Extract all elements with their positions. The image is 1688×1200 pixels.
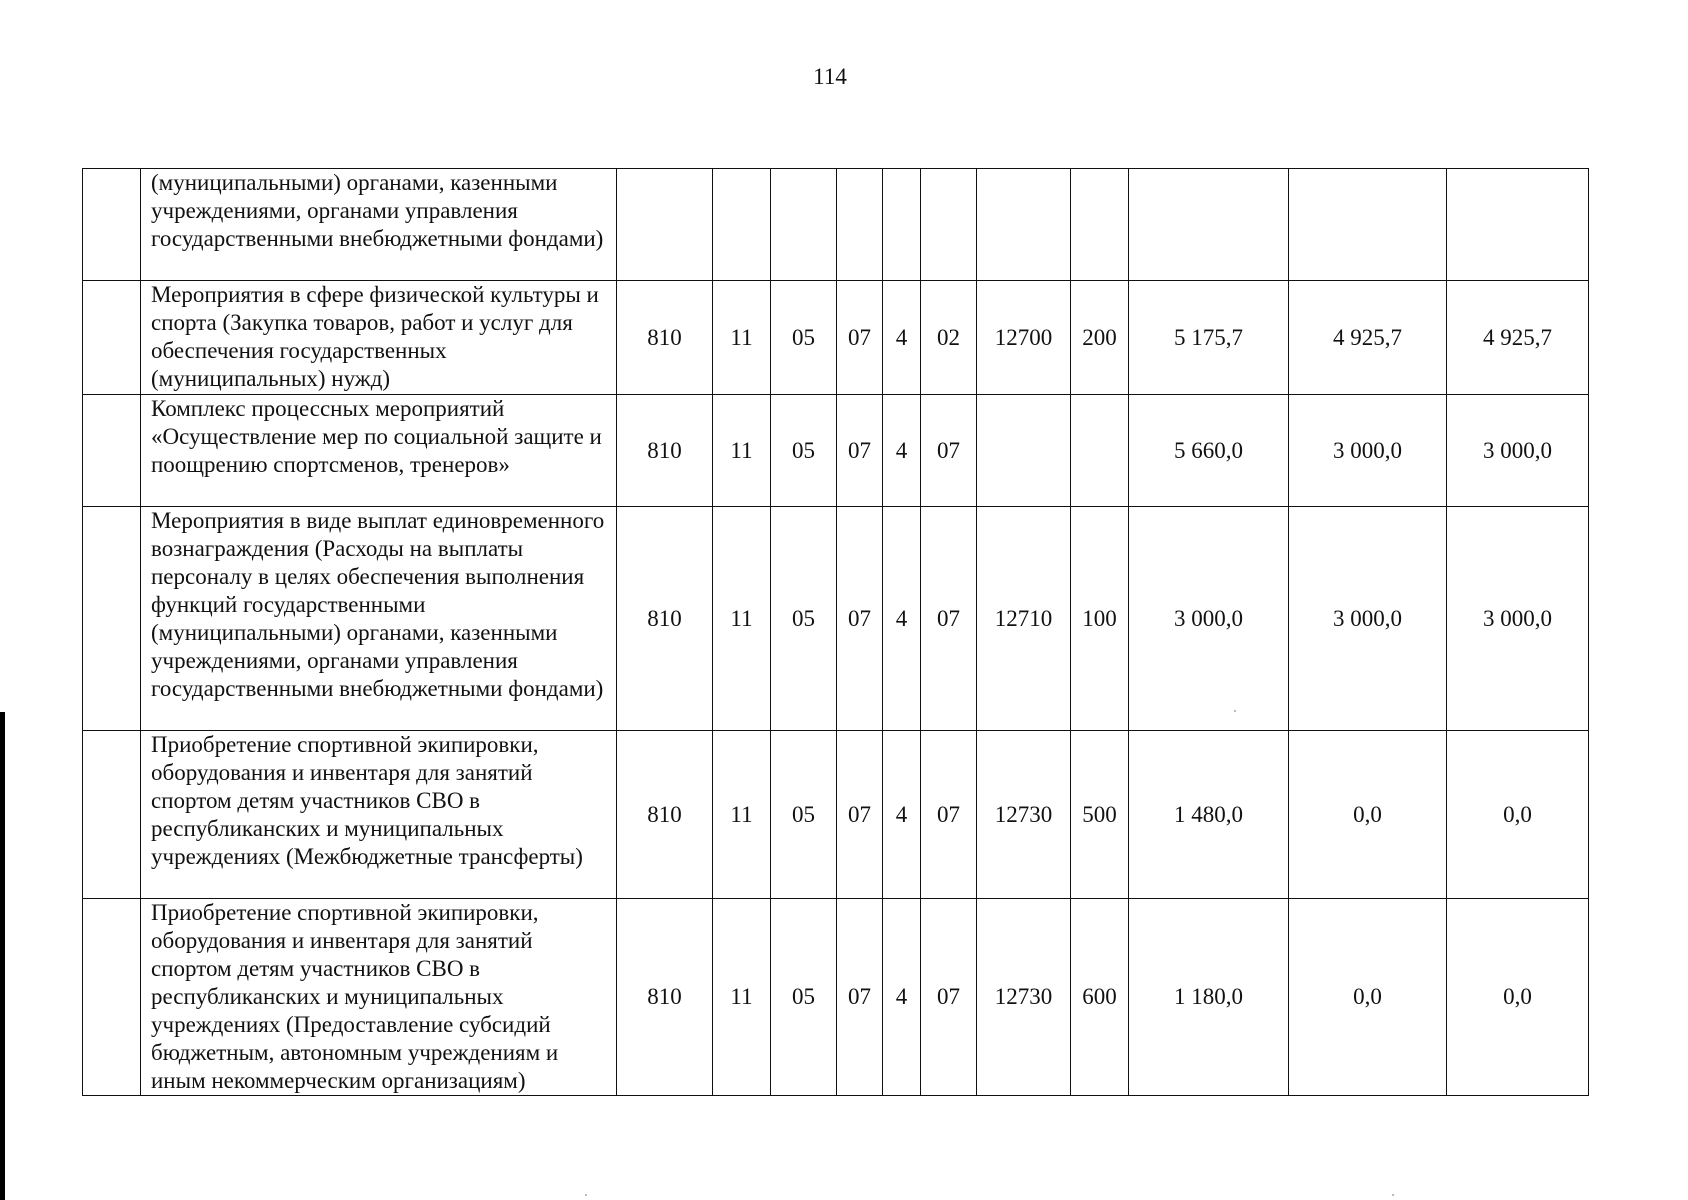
code-program-cell: 07 — [837, 395, 883, 507]
code-ministry-cell — [617, 169, 713, 281]
code-expense-type-cell: 200 — [1071, 281, 1129, 395]
row-number-cell — [83, 731, 141, 899]
code-program-cell — [837, 169, 883, 281]
amount-year2-cell: 3 000,0 — [1289, 507, 1447, 731]
code-subsection-cell: 05 — [771, 395, 837, 507]
code-type-cell: 4 — [883, 507, 921, 731]
code-subsection-cell — [771, 169, 837, 281]
code-subsection-cell: 05 — [771, 899, 837, 1096]
amount-year3-cell: 0,0 — [1447, 731, 1589, 899]
code-section-cell: 11 — [713, 507, 771, 731]
amount-year2-cell: 3 000,0 — [1289, 395, 1447, 507]
code-subsection-cell: 05 — [771, 281, 837, 395]
amount-year3-cell: 4 925,7 — [1447, 281, 1589, 395]
code-type-cell: 4 — [883, 899, 921, 1096]
amount-year3-cell: 3 000,0 — [1447, 507, 1589, 731]
table-row — [83, 395, 1589, 507]
amount-year3-cell: 0,0 — [1447, 899, 1589, 1096]
row-name-cell: Приобретение спортивной экипировки, оборудования и инвентаря для занятий спортом детям участников СВО в республиканских и муниципальных учреждениях (Предоставление субсидий бюджетным, автономным учреждениям и иным некоммерческим организациям) — [141, 899, 617, 1096]
table-row — [83, 899, 1589, 1096]
code-section-cell: 11 — [713, 395, 771, 507]
code-type-cell: 4 — [883, 395, 921, 507]
amount-year1-cell: 5 175,7 — [1129, 281, 1289, 395]
code-section-cell: 11 — [713, 731, 771, 899]
code-direction-cell: 12730 — [977, 899, 1071, 1096]
row-name-cell: Комплекс процессных мероприятий «Осуществление мер по социальной защите и поощрению спортсменов, тренеров» — [141, 395, 617, 507]
code-complex-cell: 07 — [921, 395, 977, 507]
code-expense-type-cell: 500 — [1071, 731, 1129, 899]
code-type-cell: 4 — [883, 281, 921, 395]
code-direction-cell — [977, 169, 1071, 281]
row-number-cell — [83, 169, 141, 281]
scan-speck — [585, 1194, 587, 1196]
budget-table — [82, 168, 1589, 1096]
code-direction-cell: 12700 — [977, 281, 1071, 395]
table-row — [83, 281, 1589, 395]
code-expense-type-cell — [1071, 169, 1129, 281]
amount-year2-cell — [1289, 169, 1447, 281]
amount-year1-cell: 1 480,0 — [1129, 731, 1289, 899]
row-number-cell — [83, 507, 141, 731]
code-expense-type-cell — [1071, 395, 1129, 507]
code-section-cell — [713, 169, 771, 281]
amount-year1-cell: 1 180,0 — [1129, 899, 1289, 1096]
page-number: 114 — [813, 64, 847, 89]
row-name-cell: Приобретение спортивной экипировки, оборудования и инвентаря для занятий спортом детям участников СВО в республиканских и муниципальных учреждениях (Межбюджетные трансферты) — [141, 731, 617, 899]
code-section-cell: 11 — [713, 281, 771, 395]
code-direction-cell: 12710 — [977, 507, 1071, 731]
scan-speck — [1234, 710, 1236, 712]
row-number-cell — [83, 395, 141, 507]
code-program-cell: 07 — [837, 899, 883, 1096]
row-name-cell: (муниципальными) органами, казенными учреждениями, органами управления государственными внебюджетными фондами) — [141, 169, 617, 281]
amount-year1-cell: 5 660,0 — [1129, 395, 1289, 507]
row-name-cell: Мероприятия в виде выплат единовременного вознаграждения (Расходы на выплаты персоналу в целях обеспечения выполнения функций государственными (муниципальными) органами, казенными учреждениями, органами управления государственными внебюджетными фондами) — [141, 507, 617, 731]
code-complex-cell: 07 — [921, 899, 977, 1096]
row-number-cell — [83, 281, 141, 395]
amount-year3-cell: 3 000,0 — [1447, 395, 1589, 507]
table-row — [83, 507, 1589, 731]
code-complex-cell: 07 — [921, 731, 977, 899]
table-row — [83, 169, 1589, 281]
row-name-cell: Мероприятия в сфере физической культуры и спорта (Закупка товаров, работ и услуг для обеспечения государственных (муниципальных) нужд) — [141, 281, 617, 395]
scan-edge-mark — [0, 712, 5, 1200]
code-complex-cell: 02 — [921, 281, 977, 395]
amount-year1-cell: 3 000,0 — [1129, 507, 1289, 731]
scan-speck — [1392, 1194, 1394, 1196]
code-complex-cell: 07 — [921, 507, 977, 731]
code-section-cell: 11 — [713, 899, 771, 1096]
code-ministry-cell: 810 — [617, 899, 713, 1096]
code-type-cell: 4 — [883, 731, 921, 899]
code-program-cell: 07 — [837, 731, 883, 899]
code-complex-cell — [921, 169, 977, 281]
code-type-cell — [883, 169, 921, 281]
code-subsection-cell: 05 — [771, 507, 837, 731]
table-row — [83, 731, 1589, 899]
amount-year2-cell: 0,0 — [1289, 899, 1447, 1096]
code-program-cell: 07 — [837, 281, 883, 395]
code-expense-type-cell: 600 — [1071, 899, 1129, 1096]
code-direction-cell — [977, 395, 1071, 507]
code-ministry-cell: 810 — [617, 507, 713, 731]
amount-year2-cell: 4 925,7 — [1289, 281, 1447, 395]
code-direction-cell: 12730 — [977, 731, 1071, 899]
code-ministry-cell: 810 — [617, 395, 713, 507]
amount-year2-cell: 0,0 — [1289, 731, 1447, 899]
code-expense-type-cell: 100 — [1071, 507, 1129, 731]
code-ministry-cell: 810 — [617, 281, 713, 395]
code-subsection-cell: 05 — [771, 731, 837, 899]
code-ministry-cell: 810 — [617, 731, 713, 899]
row-number-cell — [83, 899, 141, 1096]
amount-year3-cell — [1447, 169, 1589, 281]
code-program-cell: 07 — [837, 507, 883, 731]
amount-year1-cell — [1129, 169, 1289, 281]
